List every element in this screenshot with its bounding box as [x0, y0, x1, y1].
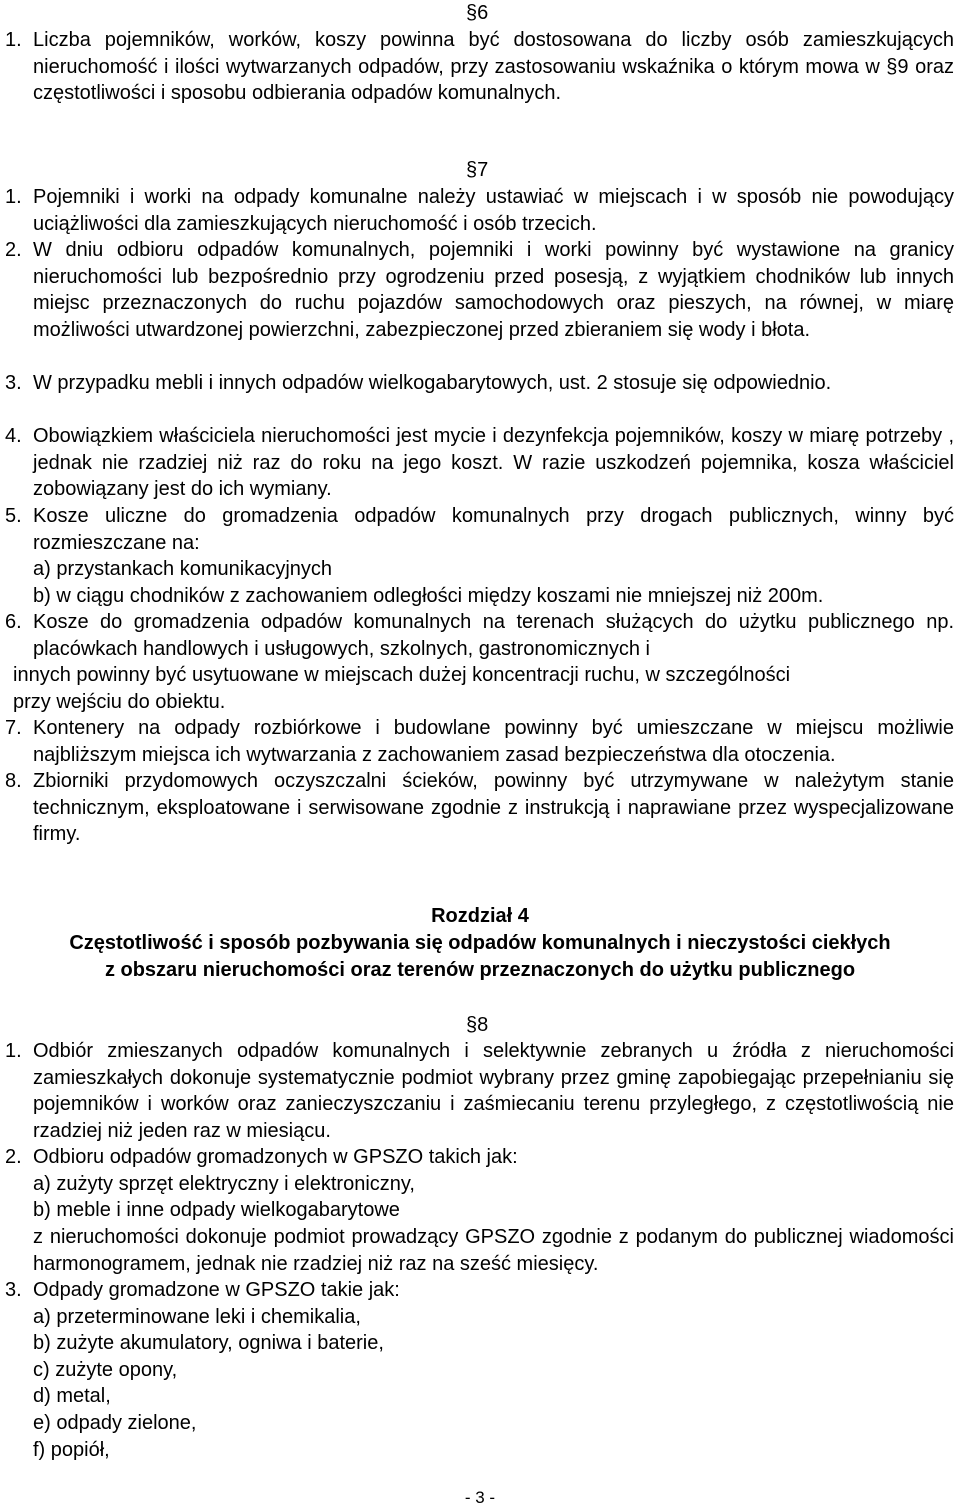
list-item: e) odpady zielone,: [33, 1412, 197, 1434]
paragraph-line: innych powinny być usytuowane w miejscach dużej koncentracji ruchu, w szczególności: [13, 664, 791, 686]
section-symbol-6: §6: [466, 2, 489, 24]
item-number: 5.: [5, 505, 22, 527]
section-symbol-8: §8: [466, 1014, 489, 1036]
list-item: d) metal,: [33, 1385, 111, 1407]
chapter-title: Rozdział 4: [431, 905, 529, 927]
list-item: f) popiół,: [33, 1439, 110, 1461]
list-item: b) zużyte akumulatory, ogniwa i baterie,: [33, 1332, 384, 1354]
section-symbol-7: §7: [466, 159, 489, 181]
paragraph-line: Odbioru odpadów gromadzonych w GPSZO takich jak:: [33, 1146, 518, 1168]
paragraph: Liczba pojemników, worków, koszy powinna być dostosowana do liczby osób zamieszkujących nieruchomość i ilości wytwarzanych odpadów, przy zastosowaniu wskaźnika o którym mowa w §9 oraz częstotliwości i sposobu odbierania odpadów komunalnych.: [33, 29, 954, 104]
paragraph: W przypadku mebli i innych odpadów wielkogabarytowych, ust. 2 stosuje się odpowiednio.: [33, 372, 832, 394]
list-item: a) przeterminowane leki i chemikalia,: [33, 1306, 361, 1328]
list-item: a) zużyty sprzęt elektryczny i elektroniczny,: [33, 1173, 415, 1195]
paragraph-line: Odpady gromadzone w GPSZO takie jak:: [33, 1279, 400, 1301]
list-item: b) meble i inne odpady wielkogabarytowe: [33, 1199, 400, 1221]
chapter-subtitle-line1: Częstotliwość i sposób pozbywania się odpadów komunalnych i nieczystości ciekłych: [69, 932, 891, 954]
item-number: 1.: [5, 1040, 22, 1062]
item-number: 3.: [5, 372, 22, 394]
chapter-subtitle-line2: z obszaru nieruchomości oraz terenów przeznaczonych do użytku publicznego: [104, 959, 856, 981]
paragraph: Zbiorniki przydomowych oczyszczalni ścieków, powinny być utrzymywane w należytym stanie technicznym, eksploatowane i serwisowane zgodnie z instrukcją i naprawiane przez wyspecjalizowane firmy.: [33, 770, 954, 845]
paragraph-line: przy wejściu do obiektu.: [13, 691, 226, 713]
paragraph: Odbiór zmieszanych odpadów komunalnych i selektywnie zebranych u źródła z nieruchomości zamieszkałych dokonuje systematycznie podmiot wybrany przez gminę zapobiegając przepełnianiu się pojemników i worków oraz zanieczyszczaniu i zaśmiecaniu terenu przyległego, z częstotliwością nie rzadziej niż jeden raz w miesiącu.: [33, 1040, 954, 1142]
page-number: - 3 -: [464, 1488, 496, 1507]
item-number: 4.: [5, 425, 22, 447]
list-item: c) zużyte opony,: [33, 1359, 178, 1381]
paragraph: z nieruchomości dokonuje podmiot prowadzący GPSZO zgodnie z podanym do publicznej wiadomości harmonogramem, jednak nie rzadziej niż raz na sześć miesięcy.: [33, 1226, 954, 1275]
item-number: 2.: [5, 1146, 22, 1168]
item-number: 1.: [5, 29, 22, 51]
paragraph: Kosze do gromadzenia odpadów komunalnych na terenach służących do użytku publicznego np. placówkach handlowych i usługowych, szkolnych, gastronomicznych i: [33, 611, 954, 660]
paragraph: W dniu odbioru odpadów komunalnych, pojemniki i worki powinny być wystawione na granicy nieruchomości lub bezpośrednio przy ogrodzeniu przed posesją, z wyjątkiem chodników lub innych miejsc przeznaczonych do ruchu pojazdów samochodowych oraz pieszych, na równej, w miarę możliwości utwardzonej powierzchni, zabezpieczonej przed zbieraniem się wody i błota.: [33, 239, 954, 341]
paragraph: Pojemniki i worki na odpady komunalne należy ustawiać w miejscach i w sposób nie powodujący uciążliwości dla zamieszkujących nieruchomość i osób trzecich.: [33, 186, 954, 235]
item-number: 2.: [5, 239, 22, 261]
item-number: 7.: [5, 717, 22, 739]
item-number: 6.: [5, 611, 22, 633]
paragraph: Kosze uliczne do gromadzenia odpadów komunalnych przy drogach publicznych, winny być rozmieszczane na:: [33, 505, 954, 554]
paragraph: Kontenery na odpady rozbiórkowe i budowlane powinny być umieszczane w miejscu możliwie najbliższym miejsca ich wytwarzania z zachowaniem zasad bezpieczeństwa dla otoczenia.: [33, 717, 954, 766]
item-number: 8.: [5, 770, 22, 792]
item-number: 3.: [5, 1279, 22, 1301]
paragraph: Obowiązkiem właściciela nieruchomości jest mycie i dezynfekcja pojemników, koszy w miarę potrzeby , jednak nie rzadziej niż raz do roku na jego koszt. W razie uszkodzeń pojemnika, kosza właściciel zobowiązany jest do ich wymiany.: [33, 425, 954, 500]
list-item: a) przystankach komunikacyjnych: [33, 558, 333, 580]
list-item: b) w ciągu chodników z zachowaniem odległości między koszami nie mniejszej niż 200m.: [33, 585, 824, 607]
item-number: 1.: [5, 186, 22, 208]
